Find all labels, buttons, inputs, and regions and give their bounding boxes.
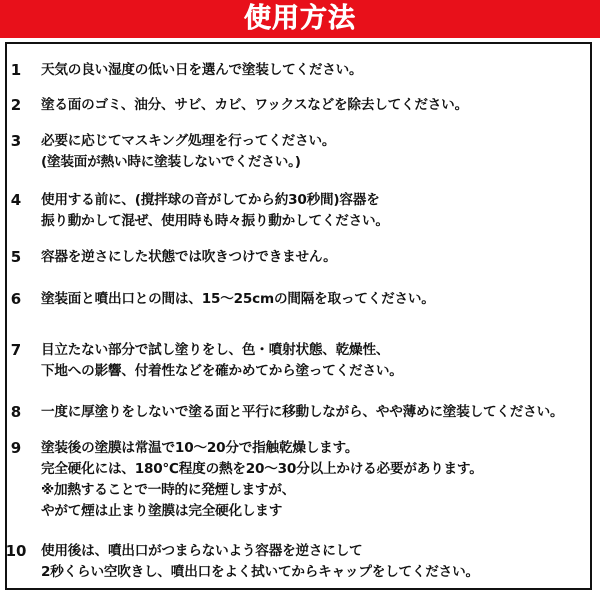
step-text: 容器を逆さにした状態では吹きつけできません。	[41, 249, 337, 265]
step-text: 使用後は、噴出口がつまらないよう容器を逆さにして	[41, 543, 363, 559]
step-text: 使用する前に、(撹拌球の音がしてから約30秒間)容器を	[41, 192, 380, 208]
step-text: 目立たない部分で試し塗りをし、色・噴射状態、乾燥性、	[41, 342, 390, 358]
step-number: 10	[5, 542, 27, 560]
step-text: ※加熱することで一時的に発煙しますが、	[41, 482, 296, 498]
step-text: 完全硬化には、180℃程度の熱を20〜30分以上かける必要があります。	[41, 461, 483, 477]
step-number: 4	[10, 191, 22, 209]
step-number: 6	[10, 290, 22, 308]
page-title: 使用方法	[244, 3, 356, 34]
step-number: 8	[10, 403, 22, 421]
step-number: 2	[10, 96, 22, 114]
step-text: 塗る面のゴミ、油分、サビ、カビ、ワックスなどを除去してください。	[41, 97, 468, 113]
step-number: 7	[10, 341, 22, 359]
step-text: (塗装面が熱い時に塗装しないでください。)	[41, 154, 301, 170]
step-text: 塗装後の塗膜は常温で10〜20分で指触乾燥します。	[41, 440, 359, 456]
step-text: 必要に応じてマスキング処理を行ってください。	[41, 133, 336, 149]
step-text: 下地への影響、付着性などを確かめてから塗ってください。	[41, 363, 403, 379]
step-number: 9	[10, 439, 22, 457]
step-number: 1	[10, 61, 22, 79]
step-number: 5	[10, 248, 22, 266]
step-text: やがて煙は止まり塗膜は完全硬化します	[41, 503, 283, 519]
step-text: 天気の良い湿度の低い日を選んで塗装してください。	[41, 62, 363, 78]
step-text: 塗装面と噴出口との間は、15〜25cmの間隔を取ってください。	[41, 291, 435, 307]
header-banner	[0, 0, 600, 38]
step-text: 2秒くらい空吹きし、噴出口をよく拭いてからキャップをしてください。	[41, 564, 479, 580]
step-text: 振り動かして混ぜ、使用時も時々振り動かしてください。	[41, 213, 389, 229]
step-number: 3	[10, 132, 22, 150]
step-text: 一度に厚塗りをしないで塗る面と平行に移動しながら、やや薄めに塗装してください。	[41, 404, 564, 420]
